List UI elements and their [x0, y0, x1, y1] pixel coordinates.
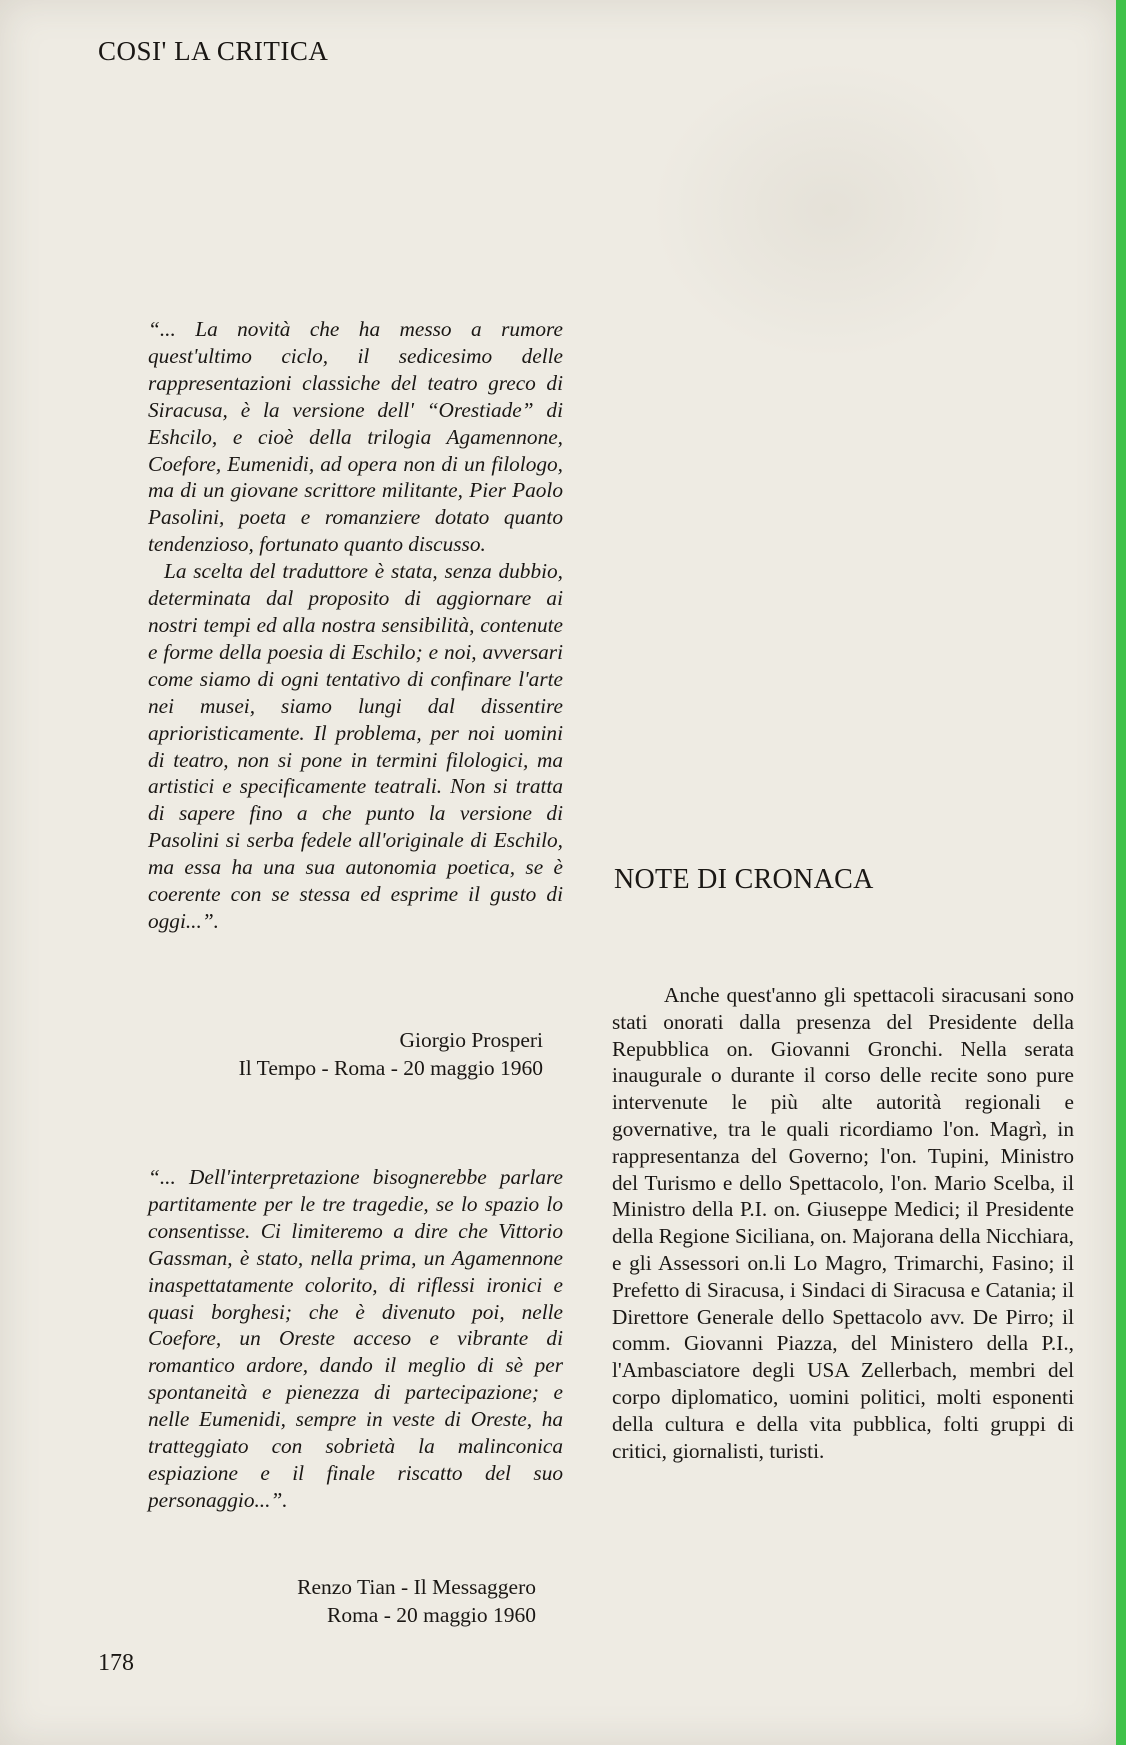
attribution-author: Giorgio Prosperi [399, 1028, 543, 1052]
news-section-title: NOTE DI CRONACA [614, 864, 874, 895]
page-number: 178 [98, 1650, 134, 1676]
attribution-prosperi [148, 1026, 543, 1082]
attribution-author: Renzo Tian - Il Messaggero [297, 1575, 536, 1599]
attribution-source: Il Tempo - Roma - 20 maggio 1960 [238, 1056, 543, 1080]
quote-paragraph: La scelta del traduttore è stata, senza dubbio, determinata dal proposito di aggiornare ai nostri tempi ed alla nostra sensibilità, contenute e forme della poesia di Eschilo; e noi, avversari come siamo di ogni tentativo di confinare l'arte nei musei, siamo lungi dal dissentire aprioristicamente. Il problema, per noi uomini di teatro, non si pone in termini filologici, ma artistici e specificamente teatrali. Non si tratta di sapere fino a che punto la versione di Pasolini si serba fedele all'originale di Eschilo, ma essa ha una sua autonomia poetica, se è coerente con se stessa ed esprime il gusto di oggi...”. [148, 559, 563, 933]
section-header: COSI' LA CRITICA [98, 36, 329, 66]
quote-tian [148, 1164, 563, 1514]
quote-paragraph: “... La novità che ha messo a rumore quest'ultimo ciclo, il sedicesimo delle rappresentazioni classiche del teatro greco di Siracusa, è la versione dell' “Orestiade” di Eshcilo, e cioè della trilogia Agamennone, Coefore, Eumenidi, ad opera non di un filologo, ma di un giovane scrittore militante, Pier Paolo Pasolini, poeta e romanziere dotato quanto tendenzioso, fortunato quanto discusso. [148, 317, 563, 557]
attribution-source: Roma - 20 maggio 1960 [326, 1603, 536, 1627]
quote-paragraph: “... Dell'interpretazione bisognerebbe parlare partitamente per le tre tragedie, se lo spazio lo consentisse. Ci limiteremo a dire che Vittorio Gassman, è stato, nella prima, un Agamennone inaspettatamente colorito, di riflessi ironici e quasi borghesi; che è divenuto poi, nelle Coefore, un Oreste acceso e vibrante di romantico ardore, dando il meglio di sè per spontaneità e pienezza di partecipazione; e nelle Eumenidi, sempre in veste di Oreste, ha tratteggiato con sobrietà la malinconica espiazione e il finale riscatto del suo personaggio...”. [148, 1165, 563, 1512]
attribution-tian [148, 1573, 536, 1629]
quote-prosperi [148, 316, 563, 935]
news-body: Anche quest'anno gli spettacoli siracusani sono stati onorati dalla presenza del Presidente della Repubblica on. Giovanni Gronchi. Nella serata inaugurale o durante il corso delle recite sono pure intervenute le più alte autorità regionali e governative, tra le quali ricordiamo l'on. Magrì, in rappresentanza del Governo; l'on. Tupini, Ministro del Turismo e dello Spettacolo, l'on. Mario Scelba, il Ministro della P.I. on. Giuseppe Medici; il Presidente della Regione Siciliana, on. Majorana della Nicchiara, e gli Assessori on.li Lo Magro, Trimarchi, Fasino; il Prefetto di Siracusa, i Sindaci di Siracusa e Catania; il Direttore Generale dello Spettacolo avv. De Pirro; il comm. Giovanni Piazza, del Ministero della P.I., l'Ambasciatore degli USA Zellerbach, membri del corpo diplomatico, uomini politici, molti esponenti della cultura e della vita pubblica, folti gruppi di critici, giornalisti, turisti. [612, 983, 1074, 1463]
critics-column [148, 316, 563, 1627]
